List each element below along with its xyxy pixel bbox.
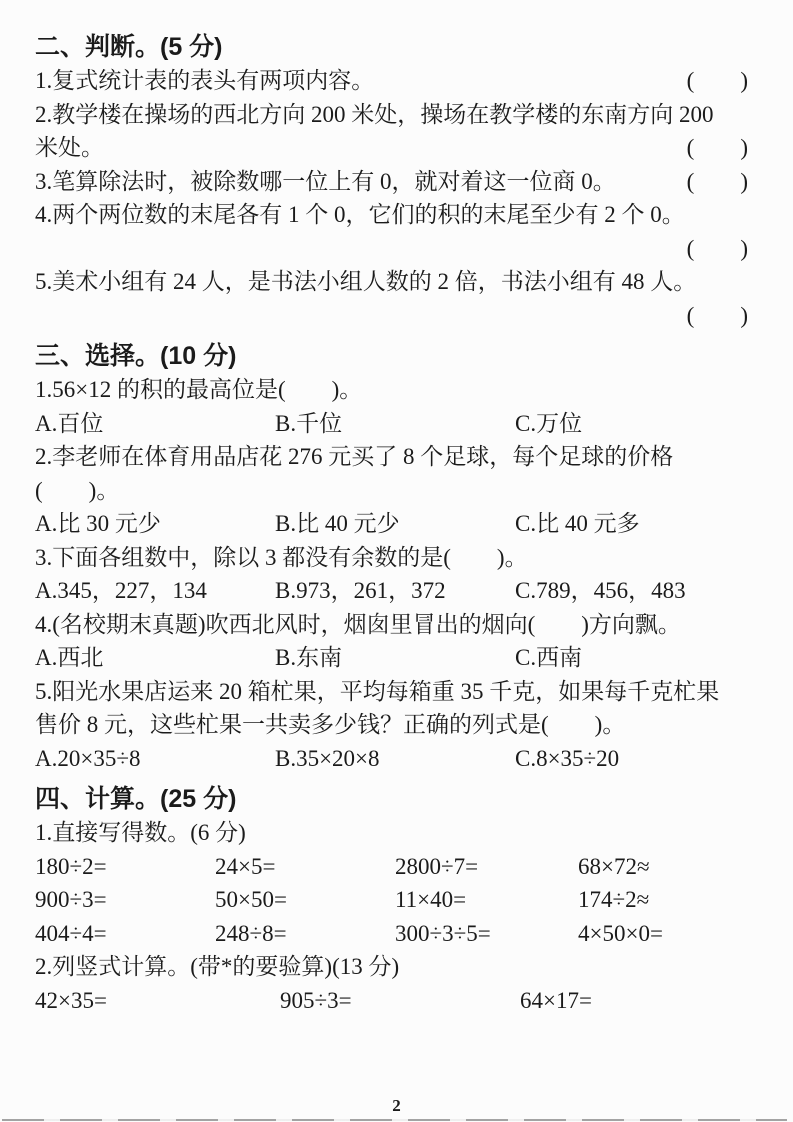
choice-q3-option-b: B.973，261，372 [275, 578, 446, 603]
section-judge-heading: 二、判断。(5 分) [35, 33, 223, 61]
equation-cell: 900÷3= [35, 887, 107, 912]
equation-cell: 180÷2= [35, 853, 107, 879]
choice-q5-option-b: B.35×20×8 [275, 745, 380, 771]
equation-cell: 11×40= [395, 887, 467, 912]
judge-q5-line1: 5.美术小组有 24 人，是书法小组人数的 2 倍，书法小组有 48 人。 [35, 269, 697, 294]
scan-edge-line [2, 1119, 787, 1121]
judge-q4-bracket-line [35, 232, 748, 266]
judge-q2-line1: 2.教学楼在操场的西北方向 200 米处，操场在教学楼的东南方向 200 [35, 101, 714, 127]
judge-q2-line2 [35, 131, 748, 165]
choice-q3-stem: 3.下面各组数中，除以 3 都没有余数的是( )。 [35, 544, 528, 570]
section-calc-heading: 四、计算。(25 分) [35, 785, 237, 813]
answer-bracket: ( ) [686, 68, 748, 93]
judge-q4-line1: 4.两个两位数的末尾各有 1 个 0，它们的积的末尾至少有 2 个 0。 [35, 202, 685, 227]
equation-cell: 174÷2≈ [578, 887, 650, 912]
choice-q2-options [35, 507, 748, 541]
choice-q1-option-a: A.百位 [35, 410, 104, 436]
choice-q5-option-a: A.20×35÷8 [35, 745, 141, 771]
choice-q1-option-b: B.千位 [275, 410, 343, 436]
choice-q4-option-a: A.西北 [35, 645, 104, 670]
judge-q5-bracket-line [35, 299, 748, 333]
equation-cell: 2800÷7= [395, 853, 479, 879]
equation-cell: 248÷8= [215, 920, 287, 946]
oral-calc-row-2 [35, 883, 748, 917]
equation-cell: 68×72≈ [578, 853, 650, 879]
choice-q5-stem-line1: 5.阳光水果店运来 20 箱杧果，平均每箱重 35 千克，如果每千克杧果 [35, 678, 720, 704]
equation-cell: 64×17= [520, 987, 592, 1013]
equation-cell: 50×50= [215, 887, 287, 912]
equation-cell: 404÷4= [35, 920, 107, 946]
section-calc [35, 782, 748, 1017]
equation-cell: 42×35= [35, 987, 107, 1013]
choice-q5-stem-line2: 售价 8 元，这些杧果一共卖多少钱？正确的列式是( )。 [35, 712, 626, 737]
calc-sub1-heading: 1.直接写得数。(6 分) [35, 820, 246, 845]
choice-q1-option-c: C.万位 [515, 410, 583, 436]
page-number: 2 [392, 1096, 401, 1115]
answer-bracket: ( ) [686, 135, 748, 160]
choice-q4-options [35, 641, 748, 675]
calc-sub2-heading: 2.列竖式计算。(带*的要验算)(13 分) [35, 954, 400, 979]
choice-q1-stem: 1.56×12 的积的最高位是( )。 [35, 377, 363, 402]
judge-q2-text2: 米处。 [35, 135, 104, 160]
choice-q2-option-c: C.比 40 元多 [515, 511, 640, 536]
choice-q2-stem-line2: ( )。 [35, 477, 120, 503]
judge-q1-text: 1.复式统计表的表头有两项内容。 [35, 68, 375, 93]
oral-calc-row-1 [35, 850, 748, 884]
choice-q1-options [35, 407, 748, 441]
answer-bracket: ( ) [686, 168, 748, 194]
choice-q3-option-a: A.345，227，134 [35, 578, 207, 603]
vertical-calc-row [35, 984, 748, 1018]
equation-cell: 4×50×0= [578, 920, 663, 946]
equation-cell: 300÷3÷5= [395, 920, 491, 946]
judge-q3-text: 3.笔算除法时，被除数哪一位上有 0，就对着这一位商 0。 [35, 168, 616, 194]
section-choice-heading: 三、选择。(10 分) [35, 342, 237, 370]
equation-cell: 24×5= [215, 853, 276, 879]
choice-q2-option-b: B.比 40 元少 [275, 511, 400, 536]
section-choice [35, 339, 748, 775]
judge-q3-line [35, 165, 748, 199]
answer-bracket: ( ) [686, 235, 748, 261]
choice-q4-stem: 4.(名校期末真题)吹西北风时，烟囱里冒出的烟向( )方向飘。 [35, 611, 681, 637]
answer-bracket: ( ) [686, 302, 748, 328]
choice-q3-option-c: C.789，456，483 [515, 578, 686, 603]
choice-q2-option-a: A.比 30 元少 [35, 511, 161, 536]
choice-q4-option-c: C.西南 [515, 645, 583, 670]
section-judge [35, 30, 748, 332]
choice-q3-options [35, 574, 748, 608]
choice-q2-stem-line1: 2.李老师在体育用品店花 276 元买了 8 个足球，每个足球的价格 [35, 444, 674, 469]
choice-q4-option-b: B.东南 [275, 645, 343, 670]
choice-q5-option-c: C.8×35÷20 [515, 745, 620, 771]
oral-calc-row-3 [35, 917, 748, 951]
equation-cell: 905÷3= [280, 987, 352, 1013]
judge-q1-line [35, 64, 748, 98]
choice-q5-options [35, 742, 748, 776]
